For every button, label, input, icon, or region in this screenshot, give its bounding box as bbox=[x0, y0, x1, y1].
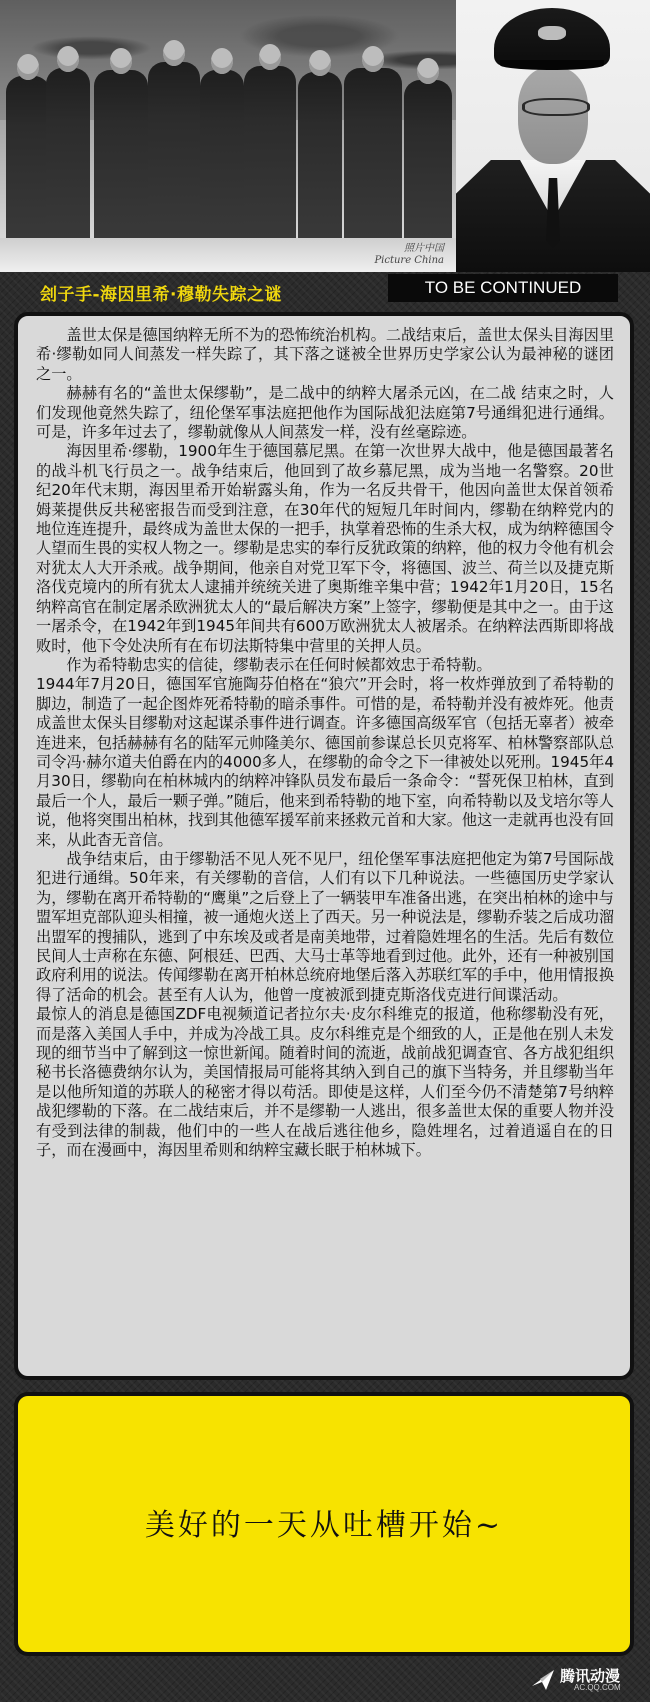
officer-figure bbox=[94, 70, 148, 246]
officer-figure bbox=[404, 80, 452, 246]
officer-figure bbox=[200, 70, 244, 246]
to-be-continued-label: TO BE CONTINUED bbox=[388, 274, 618, 302]
logo-url: AC.QQ.COM bbox=[574, 1683, 621, 1692]
article-paragraph: 海因里希·缪勒，1900年生于德国慕尼黑。在第一次世界大战中，他是德国最著名的战斗机飞行员之一。战争结束后，他回到了故乡慕尼黑，成为当地一名警察。20世纪20年代末期，海因里希开始崭露头角，作为一名反共骨干，他因向盖世太保首领希姆莱提供反共秘密报告而受到注意，在30年代的短短几年时间内，缪勒在纳粹党内的地位连连提升，最终成为盖世太保的一把手，执掌着恐怖的生杀大权，成为纳粹德国令人望而生畏的实权人物之一。缪勒是忠实的奉行反犹政策的纳粹，他的权力令他有机会对犹太人大开杀戒。战争期间，他亲自对党卫军下令，将德国、波兰、荷兰以及捷克斯洛伐克境内的所有犹太人逮捕并统统关进了奥斯维辛集中营；1942年1月20日，15名纳粹高官在制定屠杀欧洲犹太人的“最后解决方案”上签字，缪勒便是其中之一。由于这一屠杀令，在1942年到1945年间共有600万欧洲犹太人被屠杀。在纳粹法西斯即将战败时，他下令处决所有在布切法斯特集中营里的关押人员。 bbox=[36, 442, 614, 655]
officer-figure bbox=[244, 66, 296, 246]
officer-figure bbox=[344, 68, 402, 246]
officer-figure bbox=[148, 62, 200, 246]
article-paragraph: 作为希特勒忠实的信徒，缪勒表示在任何时候都效忠于希特勒。 bbox=[66, 655, 492, 674]
comment-box[interactable] bbox=[14, 1392, 634, 1656]
watermark-cn: 照片中国 bbox=[404, 243, 444, 254]
article-paragraph: 赫赫有名的“盖世太保缪勒”，是二战中的纳粹大屠杀元凶，在二战 结束之时，人们发现他竟然失踪了，纽伦堡军事法庭把他作为国际战犯法庭第7号通缉犯进行通缉。可是，许多年过去了，缪勒就像从人间蒸发一样，没有丝毫踪迹。 bbox=[36, 384, 614, 442]
logo-bird-icon bbox=[530, 1666, 556, 1692]
portrait-cap bbox=[494, 8, 610, 66]
officer-figure bbox=[46, 68, 90, 246]
group-photo bbox=[0, 0, 456, 272]
officer-figure bbox=[298, 72, 342, 246]
photo-watermark bbox=[374, 243, 444, 266]
article-paragraph: 最惊人的消息是德国ZDF电视频道记者拉尔夫·皮尔科维克的报道，他称缪勒没有死，而是落入美国人手中，并成为冷战工具。皮尔科维克是个细致的人，正是他在别人未发现的细节当中了解到这一惊世新闻。随着时间的流逝，战前战犯调查官、各方战犯组织秘书长洛德费纳尔认为，美国情报局可能将其纳入到自己的旗下当特务，并且缪勒当年是以他所知道的苏联人的秘密才得以苟活。即使是这样，人们至今仍不清楚第7号纳粹战犯缪勒的下落。在二战结束后，并不是缪勒一人逃出，很多盖世太保的重要人物并没有受到法律的制裁，他们中的一些人在战后逃往他乡，隐姓埋名，过着逍遥自在的日子，而在漫画中，海因里希则和纳粹宝藏长眠于柏林城下。 bbox=[36, 1005, 614, 1160]
article-paragraph: 盖世太保是德国纳粹无所不为的恐怖统治机构。二战结束后，盖世太保头目海因里希·缪勒如同人间蒸发一样失踪了，其下落之谜被全世界历史学家公认为最神秘的谜团之一。 bbox=[36, 326, 614, 383]
article-paragraph: 战争结束后，由于缪勒活不见人死不见尸，纽伦堡军事法庭把他定为第7号国际战犯进行通缉。50年来，有关缪勒的音信，人们有以下几种说法。一些德国历史学家认为，缪勒在离开希特勒的“鹰巢”之后登上了一辆装甲车准备出逃，在突出柏林的途中与盟军坦克部队迎头相撞，被一通炮火送上了西天。另一种说法是，缪勒乔装之后成功溜出盟军的搜捕队，逃到了中东埃及或者是南美地带，过着隐姓埋名的生活。先后有数位民间人士声称在东德、阿根廷、巴西、大马士革等地看到过他。此外，还有一种被别国政府利用的说法。传闻缪勒在离开柏林总统府地堡后落入苏联红军的手中，他用情报换得了活命的机会。甚至有人认为，他曾一度被派到捷克斯洛伐克进行间谍活动。 bbox=[36, 849, 614, 1004]
comment-prompt: 美好的一天从吐槽开始~ bbox=[144, 1508, 504, 1543]
article-paragraph: 1944年7月20日，德国军官施陶芬伯格在“狼穴”开会时，将一枚炸弹放到了希特勒的脚边，制造了一起企图炸死希特勒的暗杀事件。可惜的是，希特勒并没有被炸死。他责成盖世太保头目缪勒对这起谋杀事件进行调查。许多德国高级军官（包括无辜者）被牵连进来，包括赫赫有名的陆军元帅隆美尔、德国前参谋总长贝克将军、柏林警察部队总司令冯·赫尔道夫伯爵在内的4000多人，在缪勒的命令之下一律被处以死刑。1945年4月30日，缪勒向在柏林城内的纳粹冲锋队员发布最后一条命令：“誓死保卫柏林，直到最后一个人，最后一颗子弹。”随后，他来到希特勒的地下室，向希特勒以及戈培尔等人说，他将突围出柏林，找到其他德军援军前来拯救元首和大家。他这一走就再也没有回来，从此杳无音信。 bbox=[36, 675, 614, 849]
portrait-face bbox=[518, 68, 588, 164]
title-bar bbox=[14, 274, 636, 308]
portrait-glasses bbox=[522, 98, 590, 116]
logo-name: 腾讯动漫 bbox=[560, 1667, 621, 1685]
portrait-visor bbox=[500, 60, 604, 70]
tencent-comic-logo bbox=[530, 1664, 640, 1694]
watermark-en: Picture China bbox=[374, 254, 444, 266]
portrait-photo bbox=[456, 0, 650, 272]
article-panel bbox=[14, 312, 634, 1380]
article-title: 刽子手-海因里希·穆勒失踪之谜 bbox=[40, 285, 283, 305]
officer-figure bbox=[6, 76, 50, 246]
